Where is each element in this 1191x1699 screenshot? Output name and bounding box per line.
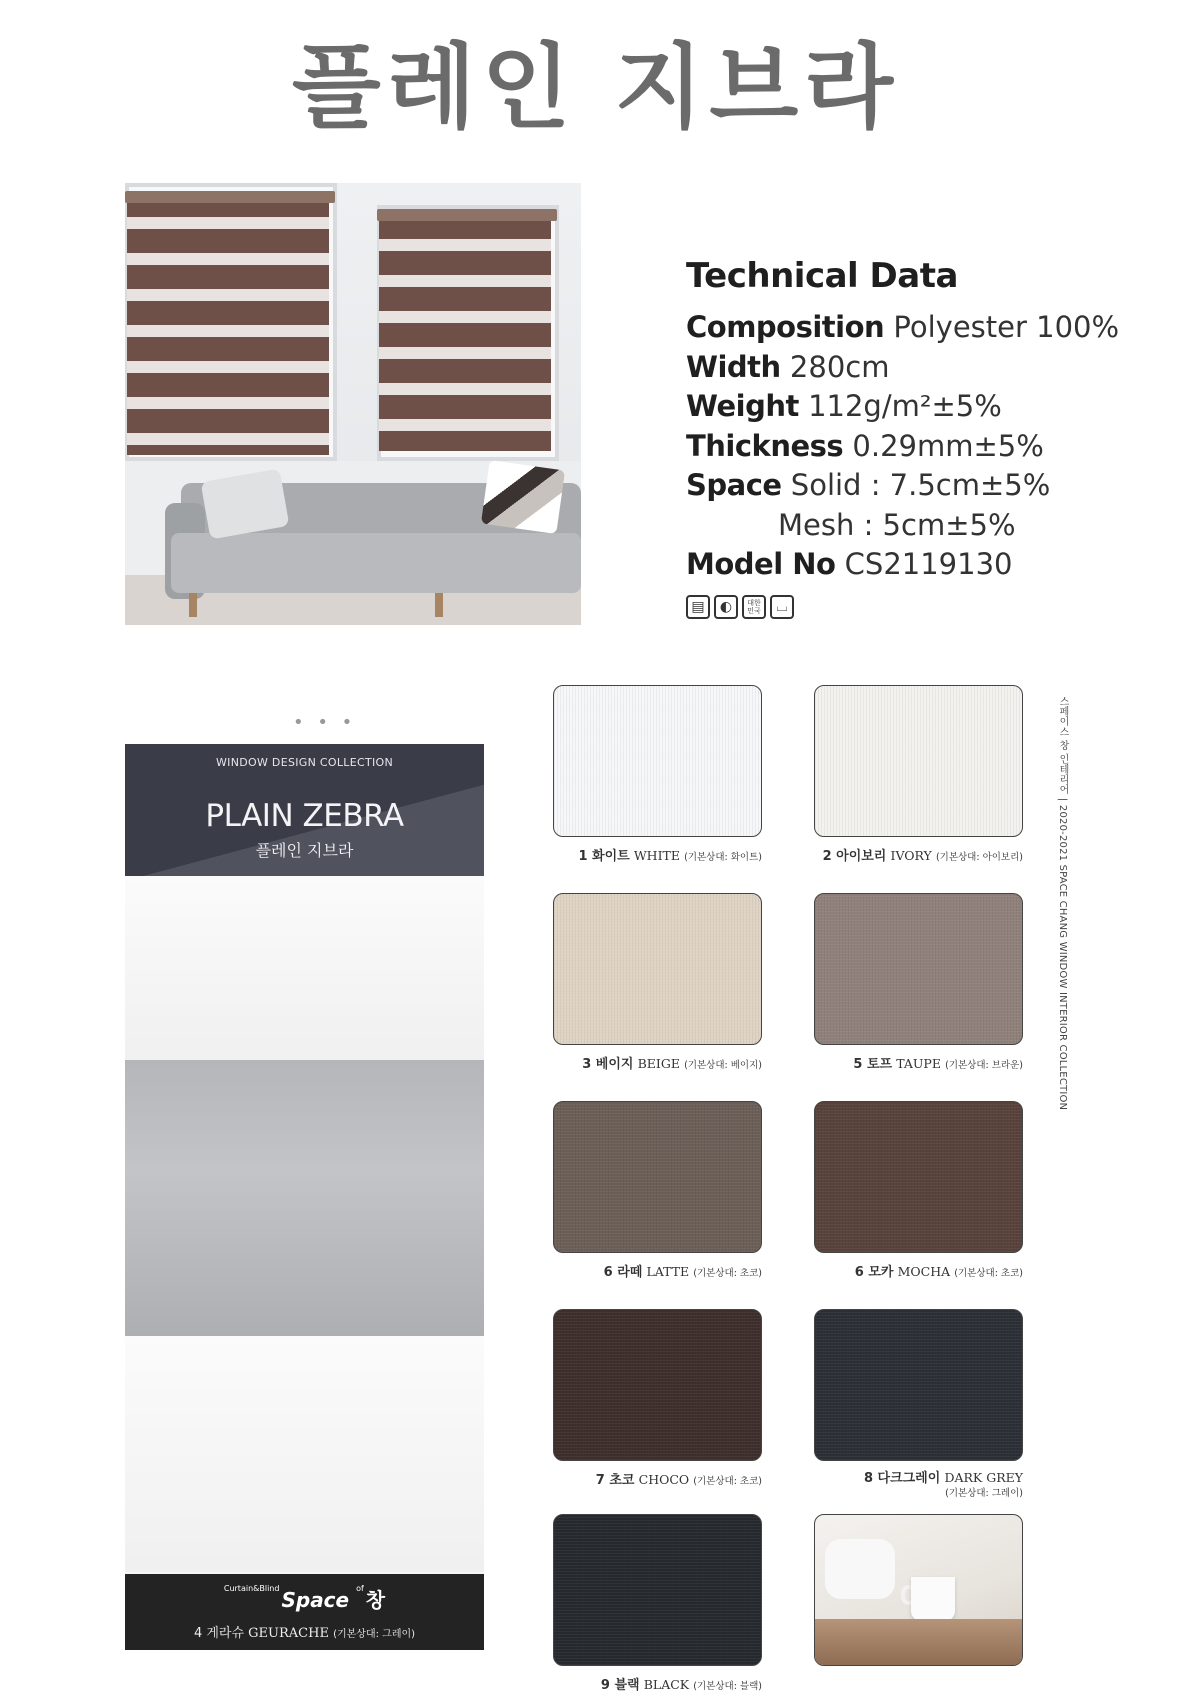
swatch-caption: 2 아이보리 IVORY (기본상대: 아이보리) — [822, 848, 1023, 864]
swatch-caption: 8 다크그레이 DARK GREY — [863, 1470, 1023, 1486]
spec-row — [686, 545, 1126, 585]
blind-rail-right — [377, 209, 557, 221]
spec-value: Solid : 7.5cm±5% — [790, 468, 1051, 502]
spec-key: Thickness — [686, 428, 844, 463]
swatch-latte — [553, 1101, 762, 1253]
wooden-table — [815, 1619, 1023, 1666]
contrast-icon: ◐ — [714, 595, 738, 619]
sofa-seat — [171, 533, 581, 593]
blind-rail-left — [125, 191, 335, 203]
zebra-band-white — [125, 1336, 484, 1572]
spec-key: Weight — [686, 389, 799, 423]
swatch-caption: 1 화이트 WHITE (기본상대: 화이트) — [578, 848, 762, 864]
book-label: 4 게라슈 GEURACHE (기본상대: 그레이) — [193, 1626, 416, 1641]
more-dots: • • • — [293, 712, 357, 733]
spec-key: Space — [686, 468, 782, 502]
spec-row — [686, 427, 1126, 467]
swatch-caption: 3 베이지 BEIGE (기본상대: 베이지) — [582, 1056, 762, 1072]
swatch-caption: 5 토프 TAUPE (기본상대: 브라운) — [853, 1056, 1023, 1072]
book-title-ko: 플레인 지브라 — [255, 841, 354, 860]
swatch-dark-grey — [814, 1309, 1023, 1461]
swatch-white — [553, 685, 762, 837]
korea-certified-icon: 대한민국 — [742, 595, 766, 619]
swatch-ivory — [814, 685, 1023, 837]
blind-icon: ▤ — [686, 595, 710, 619]
wash-icon: ⌴ — [770, 595, 794, 619]
cup — [911, 1577, 955, 1621]
spec-row — [686, 348, 1126, 388]
technical-heading: Technical Data — [686, 256, 958, 296]
brand-logo: $^{Curtain\&Blind}$ Space $^{of}$ 창 — [223, 1584, 386, 1612]
swatch-caption: 6 라떼 LATTE (기본상대: 초코) — [603, 1264, 762, 1280]
spec-value: 112g/m²±5% — [808, 389, 1002, 423]
swatch-caption: 6 모카 MOCHA (기본상대: 초코) — [854, 1264, 1023, 1280]
care-icons — [686, 595, 1126, 619]
spec-key: Model No — [686, 547, 836, 581]
book-header — [125, 744, 484, 876]
zebra-band-white — [125, 876, 484, 1060]
swatch-caption: 9 블랙 BLACK (기본상대: 블랙) — [600, 1677, 762, 1693]
spec-value: Polyester 100% — [893, 310, 1120, 344]
room-photo — [125, 183, 581, 625]
spec-value: CS2119130 — [844, 547, 1013, 581]
zebra-blind-right — [379, 215, 551, 451]
spec-value: Mesh : 5cm±5% — [778, 507, 1016, 542]
zebra-band-grey — [125, 1060, 484, 1336]
swatch-caption: 7 초코 CHOCO (기본상대: 초코) — [595, 1472, 762, 1488]
spec-row — [686, 506, 1126, 546]
swatch-black — [553, 1514, 762, 1666]
spec-row — [686, 387, 1126, 427]
spec-value: 280cm — [789, 349, 890, 384]
page-title: 플레인 지브라 — [291, 34, 900, 141]
sample-book — [125, 744, 484, 1650]
swatch-choco — [553, 1309, 762, 1461]
spec-row — [686, 308, 1126, 348]
book-title-en: PLAIN ZEBRA — [205, 798, 404, 834]
collection-label: WINDOW DESIGN COLLECTION — [215, 756, 394, 769]
book-footer — [125, 1574, 484, 1650]
zebra-blind-left — [127, 193, 329, 455]
spec-value: 0.29mm±5% — [852, 428, 1044, 463]
sofa-leg — [189, 593, 197, 617]
vertical-collection-text: 스페이스 창 인테리어 | 2020-2021 SPACE CHANG WINDOW INTERIOR COLLECTION — [1057, 696, 1068, 1111]
spec-key: Width — [686, 349, 781, 384]
sofa-leg — [435, 593, 443, 617]
technical-data — [686, 256, 1126, 619]
cushion — [825, 1539, 895, 1599]
pillow-pattern — [481, 460, 565, 534]
swatch-caption-note: (기본상대: 그레이) — [945, 1488, 1023, 1499]
spec-key: Composition — [686, 310, 885, 344]
lifestyle-photo — [814, 1514, 1023, 1666]
spec-row — [686, 466, 1126, 506]
swatch-mocha — [814, 1101, 1023, 1253]
swatch-beige — [553, 893, 762, 1045]
swatch-taupe — [814, 893, 1023, 1045]
